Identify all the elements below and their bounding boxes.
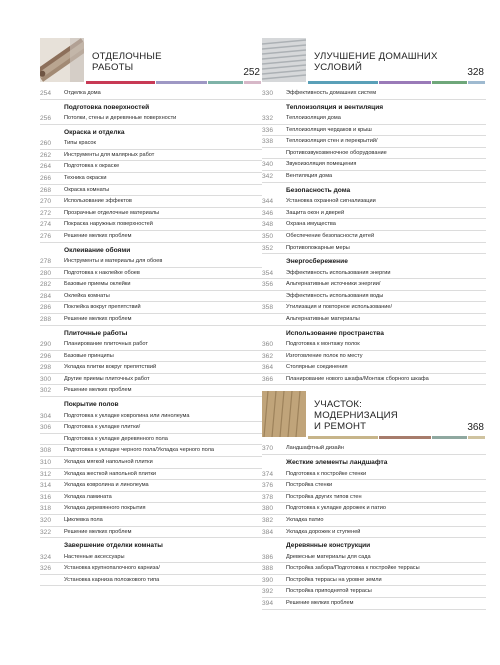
page-number: 306 — [40, 424, 52, 432]
page-number: 318 — [40, 505, 52, 513]
page-number: 354 — [262, 269, 274, 277]
entry-text: Подготовка к укладке ковролина или линолеума — [64, 412, 190, 419]
subheading-text: Оклеивание обоями — [64, 246, 131, 254]
toc-entry — [40, 422, 262, 434]
toc-entry — [40, 314, 262, 326]
entry-text: Подготовка к монтажу полок — [286, 341, 360, 348]
entry-text: Укладка плитки вокруг препятствий — [64, 364, 157, 371]
section-header-garden — [262, 391, 486, 437]
toc-entry — [40, 291, 262, 303]
toc-entry — [262, 148, 486, 160]
entry-text: Циклевка пола — [64, 516, 103, 523]
entry-text: Противопожарные меры — [286, 244, 350, 251]
toc-entry — [262, 351, 486, 363]
section-header-finishing — [40, 38, 262, 82]
toc-entry — [40, 173, 262, 185]
subheading-text: Использование пространства — [286, 329, 384, 337]
entry-text: Подготовка к окраске — [64, 163, 120, 170]
page-number: 394 — [262, 600, 274, 607]
entry-text: Оклейка комнаты — [64, 292, 110, 299]
entry-text: Установка охранной сигнализации — [286, 198, 376, 205]
page-number: 342 — [262, 173, 274, 181]
color-bar-segment — [308, 81, 378, 84]
section-title — [314, 399, 398, 432]
entry-text: Решение мелких проблем — [64, 528, 132, 535]
toc-entry — [262, 113, 486, 125]
section-title-line1: УЛУЧШЕНИЕ ДОМАШНИХ — [314, 51, 438, 62]
toc-entry — [262, 125, 486, 137]
page-number: 388 — [262, 565, 274, 573]
page-number: 288 — [40, 316, 52, 323]
toc-entry — [40, 208, 262, 220]
page-number: 352 — [262, 244, 274, 252]
toc-entry — [262, 469, 486, 481]
page-number: 280 — [40, 269, 52, 277]
page-number: 272 — [40, 209, 52, 217]
toc-entry — [262, 219, 486, 231]
page-number: 326 — [40, 565, 52, 573]
subheading-text: Плиточные работы — [64, 329, 128, 337]
entry-text: Укладка мягкой напольной плитки — [64, 458, 153, 465]
color-bar-segment — [208, 81, 242, 84]
toc-entry — [40, 185, 262, 197]
toc-subheading — [40, 397, 262, 411]
page-number: 270 — [40, 198, 52, 206]
page-number: 348 — [262, 221, 274, 229]
color-bar-segment — [156, 81, 208, 84]
page-number: 254 — [40, 90, 52, 97]
section-title-line2: МОДЕРНИЗАЦИЯ — [314, 410, 398, 422]
entry-text: Укладка ламината — [64, 493, 112, 500]
toc-subheading — [262, 538, 486, 552]
toc-subheading — [262, 100, 486, 114]
entry-text: Звукоизоляция помещения — [286, 161, 357, 168]
toc-entry — [262, 339, 486, 351]
page-number: 364 — [262, 364, 274, 372]
entry-text: Покраска наружных поверхностей — [64, 221, 153, 228]
subheading-text: Жесткие элементы ландшафта — [286, 459, 388, 467]
entry-text: Постройка террасы на уровне земли — [286, 576, 382, 583]
toc-entry — [262, 268, 486, 280]
page-number: 268 — [40, 186, 52, 194]
page-number: 382 — [262, 516, 274, 524]
page-number: 390 — [262, 576, 274, 584]
entry-text: Ландшафтный дизайн — [286, 445, 344, 452]
toc-subheading — [40, 125, 262, 139]
subheading-text: Подготовка поверхностей — [64, 103, 150, 111]
entry-text: Решение мелких проблем — [286, 600, 354, 606]
page-number: 358 — [262, 304, 274, 312]
page-number: 260 — [40, 140, 52, 148]
toc-entry — [262, 563, 486, 575]
entry-text: Постройка забора/Подготовка к постройке террасы — [286, 565, 420, 572]
color-bar-segment — [379, 81, 431, 84]
page-number: 266 — [40, 174, 52, 182]
toc-entry — [40, 527, 262, 539]
toc-entry — [40, 196, 262, 208]
color-bar-segment — [468, 81, 485, 84]
page-number: 362 — [262, 352, 274, 360]
entry-text: Эффективность использования энергии — [286, 269, 391, 276]
page-number: 320 — [40, 516, 52, 524]
page-number: 314 — [40, 482, 52, 490]
toc-entry — [40, 268, 262, 280]
entry-text: Древесные материалы для сада — [286, 553, 371, 560]
entry-text: Теплоизоляция чердаков и крыш — [286, 126, 372, 133]
toc-subheading — [40, 243, 262, 257]
entry-text: Потолки, стены и деревянные поверхности — [64, 115, 177, 122]
entry-text: Подготовка к укладке плитки/ — [64, 424, 141, 431]
toc-entry — [40, 480, 262, 492]
entry-text: Техника окраски — [64, 174, 107, 181]
color-bar-segment — [379, 436, 431, 439]
page-number: 308 — [40, 447, 52, 455]
entry-text: Установка карниза полозкового типа — [64, 576, 160, 583]
toc-entry — [40, 457, 262, 469]
page-number: 336 — [262, 126, 274, 134]
toc-entry — [262, 515, 486, 527]
toc-entry — [40, 575, 262, 587]
page-number: 312 — [40, 470, 52, 478]
toc-list-finishing — [40, 88, 262, 586]
section-title-line1: ОТДЕЛОЧНЫЕ — [92, 51, 162, 62]
entry-text: Постройка других типов стен — [286, 493, 362, 500]
section-title — [92, 51, 162, 73]
page-number: 356 — [262, 281, 274, 289]
entry-text: Использование эффектов — [64, 198, 132, 205]
entry-text: Базовые приемы оклейки — [64, 281, 131, 288]
toc-subheading — [262, 254, 486, 268]
page-number: 278 — [40, 258, 52, 266]
section-title-line2: РАБОТЫ — [92, 62, 134, 73]
toc-entry — [262, 552, 486, 564]
toc-list-home-improvement — [262, 88, 486, 385]
page-number: 338 — [262, 138, 274, 146]
subheading-text: Теплоизоляция и вентиляция — [286, 103, 384, 111]
entry-text: Укладка жесткой напольной плитки — [64, 470, 157, 477]
entry-text: Инструменты и материалы для обоев — [64, 258, 163, 265]
toc-entry — [262, 443, 486, 455]
toc-entry — [40, 138, 262, 150]
toc-right-column — [262, 38, 486, 610]
toc-entry — [40, 469, 262, 481]
entry-text: Подготовка к укладке черного пола/Укладка черного пола — [64, 447, 214, 454]
page-number: 370 — [262, 445, 274, 453]
entry-text: Постройка приподнятой террасы — [286, 588, 372, 595]
page-number: 264 — [40, 163, 52, 171]
page-number: 256 — [40, 115, 52, 123]
entry-text: Типы красок — [64, 140, 96, 147]
page-number: 360 — [262, 341, 274, 349]
toc-entry — [262, 302, 486, 314]
section-header-home-improvement — [262, 38, 486, 82]
entry-text: Укладка патио — [286, 516, 324, 523]
entry-text: Поклейка вокруг препятствий — [64, 304, 141, 311]
toc-entry — [40, 492, 262, 504]
entry-text: Инструменты для малярных работ — [64, 151, 155, 158]
color-bar-segment — [432, 436, 467, 439]
entry-text: Обеспечение безопасности детей — [286, 232, 375, 239]
page-number: 376 — [262, 482, 274, 490]
toc-entry — [40, 339, 262, 351]
entry-text: Отделка дома — [64, 90, 101, 96]
toc-entry — [262, 196, 486, 208]
section-title-line1: УЧАСТОК: — [314, 399, 363, 411]
page-number: 316 — [40, 493, 52, 501]
entry-text: Укладка деревянного покрытия — [64, 505, 146, 512]
toc-entry — [40, 362, 262, 374]
toc-entry — [262, 480, 486, 492]
color-bar-segment — [432, 81, 467, 84]
entry-text: Решение мелких проблем — [64, 387, 132, 394]
toc-left-column — [40, 38, 262, 586]
toc-entry — [40, 374, 262, 386]
entry-text: Охрана имущества — [286, 221, 336, 228]
entry-text: Решение мелких проблем — [64, 232, 132, 239]
page-number: 344 — [262, 198, 274, 206]
entry-text: Базовые принципы — [64, 352, 114, 359]
entry-text: Подготовка к укладке дорожек и патио — [286, 505, 386, 512]
page-number: 310 — [40, 458, 52, 466]
toc-entry — [262, 598, 486, 610]
page-number: 262 — [40, 151, 52, 159]
color-bar-segment — [468, 436, 485, 439]
toc-entry — [262, 136, 486, 148]
toc-entry — [262, 314, 486, 326]
entry-text: Планирование плиточных работ — [64, 341, 148, 348]
toc-subheading — [40, 538, 262, 552]
page-number: 346 — [262, 209, 274, 217]
toc-entry — [262, 231, 486, 243]
wallpaper-roll-image — [40, 38, 84, 82]
entry-text: Теплоизоляция дома — [286, 115, 341, 122]
toc-entry — [40, 385, 262, 397]
page-number: 322 — [40, 528, 52, 536]
entry-text: Настенные аксессуары — [64, 553, 125, 560]
subheading-text: Окраска и отделка — [64, 128, 125, 136]
entry-text: Альтернативные источники энергии/ — [286, 281, 381, 288]
entry-text: Эффективность использования воды — [286, 292, 384, 299]
subheading-text: Энергосбережение — [286, 258, 348, 266]
page-number: 300 — [40, 375, 52, 383]
toc-entry — [40, 563, 262, 575]
toc-entry — [262, 243, 486, 255]
entry-text: Защита окон и дверей — [286, 209, 345, 216]
section-title — [314, 51, 438, 73]
entry-text: Окраска комнаты — [64, 186, 110, 193]
entry-text: Подготовка к укладке деревянного пола — [64, 435, 168, 442]
toc-entry — [40, 88, 262, 100]
toc-entry — [40, 161, 262, 173]
toc-entry — [40, 351, 262, 363]
toc-entry — [40, 256, 262, 268]
section-page-number: 328 — [467, 67, 484, 78]
page-number: 296 — [40, 352, 52, 360]
page-number: 286 — [40, 304, 52, 312]
page-number: 276 — [40, 232, 52, 240]
subheading-text: Безопасность дома — [286, 186, 351, 194]
toc-entry — [262, 575, 486, 587]
entry-text: Укладка дорожек и ступеней — [286, 528, 361, 535]
toc-entry — [40, 279, 262, 291]
toc-entry — [262, 527, 486, 539]
toc-entry — [40, 515, 262, 527]
page-number: 374 — [262, 470, 274, 478]
section-color-bar — [308, 81, 486, 84]
page-number: 366 — [262, 375, 274, 383]
page-number: 392 — [262, 588, 274, 596]
ventilation-duct-image — [262, 38, 306, 82]
toc-subheading — [262, 326, 486, 340]
page-number: 298 — [40, 364, 52, 372]
section-color-bar — [86, 81, 262, 84]
entry-text: Установка крупнопалочного карниза/ — [64, 565, 160, 572]
wooden-deck-image — [262, 391, 306, 437]
toc-entry — [40, 302, 262, 314]
entry-text: Изготовление полок по месту — [286, 352, 363, 359]
toc-subheading — [262, 183, 486, 197]
entry-text: Эффективность домашних систем — [286, 90, 377, 96]
page-number: 284 — [40, 292, 52, 300]
toc-entry — [40, 434, 262, 446]
color-bar-segment — [308, 436, 378, 439]
toc-entry — [262, 159, 486, 171]
entry-text: Вентиляция дома — [286, 173, 333, 180]
subheading-text: Покрытие полов — [64, 401, 119, 409]
toc-entry — [40, 113, 262, 125]
toc-entry — [40, 503, 262, 515]
toc-entry — [262, 503, 486, 515]
page-number: 380 — [262, 505, 274, 513]
subheading-text: Завершение отделки комнаты — [64, 542, 163, 550]
page-number: 378 — [262, 493, 274, 501]
subheading-text: Деревянные конструкции — [286, 542, 371, 550]
toc-entry — [262, 171, 486, 183]
entry-text: Другие приемы плиточных работ — [64, 375, 150, 382]
section-page-number: 368 — [467, 422, 484, 434]
entry-text: Прозрачные отделочные материалы — [64, 209, 160, 216]
entry-text: Утилизация и повторное использование/ — [286, 304, 393, 311]
toc-entry — [40, 231, 262, 243]
page-number: 386 — [262, 553, 274, 561]
toc-entry — [262, 586, 486, 598]
page-number: 290 — [40, 341, 52, 349]
entry-text: Противозвукозвеночное оборудование — [286, 149, 387, 156]
toc-entry — [262, 279, 486, 291]
entry-text: Решение мелких проблем — [64, 316, 132, 322]
page-number: 332 — [262, 115, 274, 123]
color-bar-segment — [244, 81, 261, 84]
section-page-number: 252 — [243, 67, 260, 78]
toc-entry — [262, 492, 486, 504]
entry-text: Подготовка к постройке стенки — [286, 470, 367, 477]
toc-entry — [262, 88, 486, 100]
section-title-line2: УСЛОВИЙ — [314, 62, 363, 73]
toc-list-garden — [262, 443, 486, 609]
toc-entry — [262, 208, 486, 220]
entry-text: Столярные соединения — [286, 364, 348, 371]
page-number: 384 — [262, 528, 274, 536]
toc-entry — [262, 362, 486, 374]
toc-entry — [40, 445, 262, 457]
page-number: 350 — [262, 232, 274, 240]
entry-text: Планирование нового шкафа/Монтаж сборного шкафа — [286, 375, 429, 382]
entry-text: Альтернативные материалы — [286, 316, 360, 322]
toc-subheading — [262, 455, 486, 469]
page-number: 274 — [40, 221, 52, 229]
toc-entry — [40, 150, 262, 162]
section-title-line3: И РЕМОНТ — [314, 421, 367, 433]
toc-subheading — [40, 100, 262, 114]
entry-text: Теплоизоляция стен и перекрытий/ — [286, 138, 378, 145]
toc-entry — [262, 374, 486, 386]
toc-subheading — [40, 326, 262, 340]
toc-entry — [40, 552, 262, 564]
toc-entry — [40, 411, 262, 423]
section-color-bar — [308, 436, 486, 439]
toc-entry — [40, 219, 262, 231]
toc-entry — [262, 291, 486, 303]
entry-text: Укладка ковролина и линолеума — [64, 482, 149, 489]
entry-text: Постройка стенки — [286, 482, 333, 489]
page-number: 330 — [262, 90, 274, 97]
page-number: 304 — [40, 412, 52, 420]
entry-text: Подготовка к наклейке обоев — [64, 269, 140, 276]
color-bar-segment — [86, 81, 155, 84]
page-number: 282 — [40, 281, 52, 289]
page-number: 302 — [40, 387, 52, 395]
page-number: 324 — [40, 553, 52, 561]
page-number: 340 — [262, 161, 274, 169]
